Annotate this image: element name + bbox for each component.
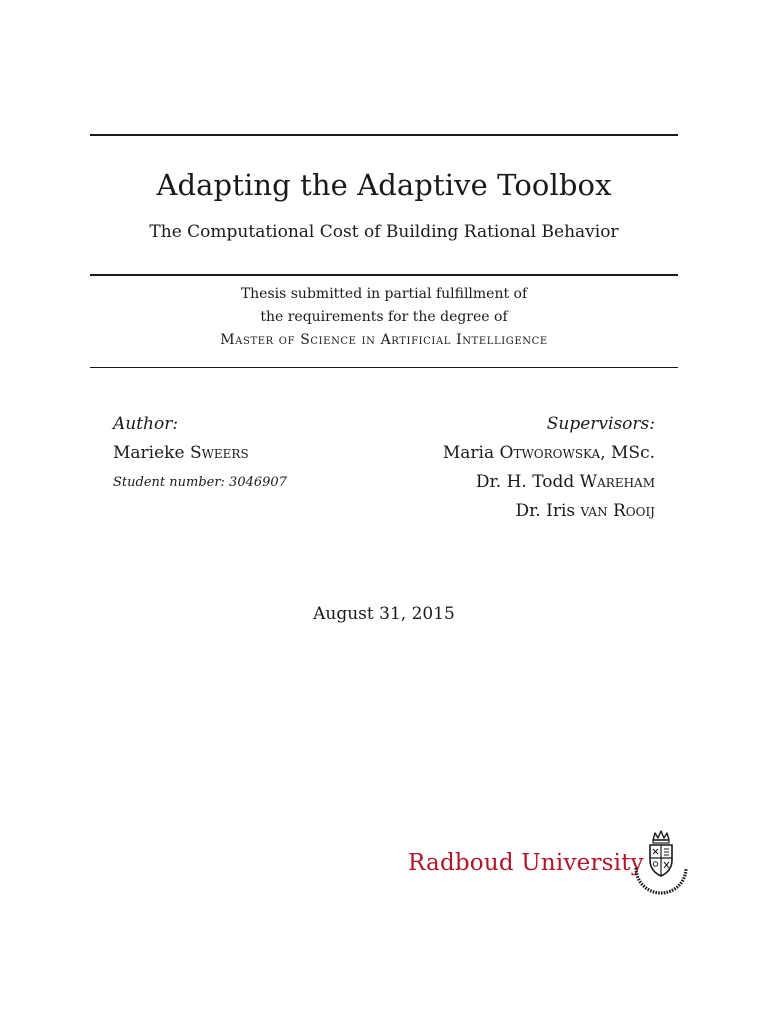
supervisor-name [355, 468, 655, 497]
thesis-statement-line2: the requirements for the degree of [260, 309, 508, 325]
author-last-name: Sweers [189, 443, 249, 463]
supervisor-suffix: , MSc. [600, 443, 655, 463]
supervisor-first-name: Dr. H. Todd [475, 472, 580, 492]
thesis-subtitle: The Computational Cost of Building Rational Behavior [149, 222, 619, 242]
supervisors-block [355, 410, 655, 526]
university-logo [408, 828, 688, 898]
supervisors-label: Supervisors: [546, 414, 655, 434]
middle-rule [90, 274, 678, 276]
supervisor-last-name: Otworowska [499, 443, 601, 463]
supervisor-last-name: van Rooij [580, 501, 655, 521]
supervisor-first-name: Dr. Iris [515, 501, 581, 521]
thesis-title: Adapting the Adaptive Toolbox [156, 168, 612, 202]
submission-date: August 31, 2015 [313, 604, 455, 624]
degree-name: Master of Science in Artificial Intelligence [220, 332, 548, 348]
student-number: Student number: 3046907 [113, 475, 287, 490]
top-rule [90, 134, 678, 136]
thesis-statement-line1: Thesis submitted in partial fulfillment of [240, 286, 528, 302]
university-name: Radboud University [408, 850, 644, 876]
author-first-name: Marieke [113, 443, 190, 463]
lower-rule [90, 367, 678, 368]
supervisor-first-name: Maria [442, 443, 500, 463]
author-label: Author: [113, 414, 179, 434]
supervisor-last-name: Wareham [579, 472, 655, 492]
supervisor-name [355, 439, 655, 468]
university-seal-icon [630, 828, 692, 898]
supervisor-name [355, 497, 655, 526]
